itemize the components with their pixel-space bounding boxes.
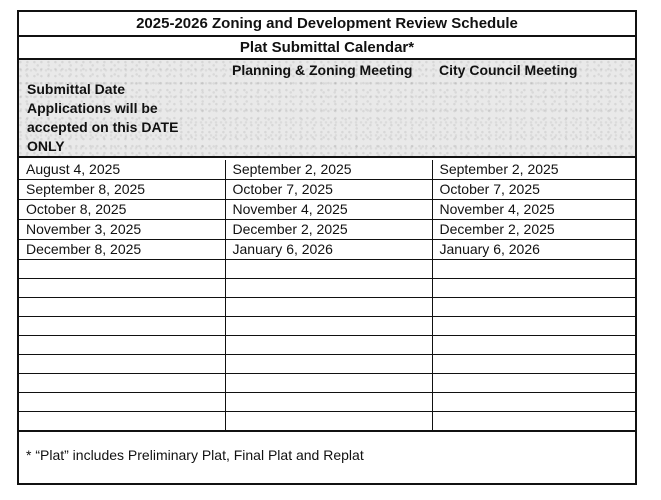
city-council-date-cell (432, 279, 635, 298)
table-row (19, 200, 635, 220)
header-submittal-date (27, 80, 217, 156)
city-council-date-cell (432, 374, 635, 393)
table-row (19, 298, 635, 317)
planning-zoning-date-cell (225, 412, 432, 431)
plat-footnote: * “Plat” includes Preliminary Plat, Final Plat and Replat (26, 447, 364, 463)
header-submittal-line: Submittal Date (27, 81, 126, 97)
table-row (19, 260, 635, 279)
city-council-date-cell: October 7, 2025 (432, 180, 635, 200)
table-row (19, 240, 635, 260)
schedule-table (19, 160, 635, 432)
table-row (19, 355, 635, 374)
submittal-date-cell (19, 393, 225, 412)
table-row (19, 279, 635, 298)
table-row (19, 336, 635, 355)
submittal-date-cell: November 3, 2025 (19, 220, 225, 240)
submittal-date-cell: December 8, 2025 (19, 240, 225, 260)
planning-zoning-date-cell (225, 336, 432, 355)
submittal-date-cell (19, 317, 225, 336)
header-submittal-line: accepted on this DATE (27, 119, 179, 135)
city-council-date-cell (432, 355, 635, 374)
submittal-date-cell (19, 279, 225, 298)
planning-zoning-date-cell: December 2, 2025 (225, 220, 432, 240)
table-row (19, 220, 635, 240)
table-row (19, 317, 635, 336)
city-council-date-cell (432, 393, 635, 412)
planning-zoning-date-cell (225, 260, 432, 279)
submittal-date-cell: October 8, 2025 (19, 200, 225, 220)
header-submittal-line: Applications will be (27, 100, 158, 116)
submittal-date-cell (19, 374, 225, 393)
planning-zoning-date-cell: October 7, 2025 (225, 180, 432, 200)
table-row (19, 374, 635, 393)
table-row (19, 393, 635, 412)
planning-zoning-date-cell (225, 355, 432, 374)
planning-zoning-date-cell (225, 298, 432, 317)
calendar-subtitle: Plat Submittal Calendar* (19, 37, 635, 60)
submittal-date-cell (19, 336, 225, 355)
planning-zoning-date-cell: January 6, 2026 (225, 240, 432, 260)
header-submittal-line: ONLY (27, 138, 65, 154)
planning-zoning-date-cell: November 4, 2025 (225, 200, 432, 220)
city-council-date-cell: November 4, 2025 (432, 200, 635, 220)
page-title: 2025-2026 Zoning and Development Review Schedule (19, 12, 635, 37)
submittal-date-cell (19, 298, 225, 317)
city-council-date-cell: January 6, 2026 (432, 240, 635, 260)
city-council-date-cell (432, 260, 635, 279)
submittal-date-cell: August 4, 2025 (19, 160, 225, 180)
submittal-date-cell (19, 260, 225, 279)
planning-zoning-date-cell (225, 374, 432, 393)
table-row (19, 160, 635, 180)
header-planning-zoning: Planning & Zoning Meeting (232, 62, 413, 78)
city-council-date-cell (432, 412, 635, 431)
planning-zoning-date-cell (225, 279, 432, 298)
city-council-date-cell (432, 298, 635, 317)
header-city-council: City Council Meeting (439, 62, 578, 78)
schedule-sheet (17, 10, 637, 485)
submittal-date-cell: September 8, 2025 (19, 180, 225, 200)
planning-zoning-date-cell (225, 317, 432, 336)
column-header-band (19, 60, 635, 158)
city-council-date-cell (432, 336, 635, 355)
planning-zoning-date-cell (225, 393, 432, 412)
city-council-date-cell (432, 317, 635, 336)
city-council-date-cell: September 2, 2025 (432, 160, 635, 180)
planning-zoning-date-cell: September 2, 2025 (225, 160, 432, 180)
table-row (19, 412, 635, 431)
city-council-date-cell: December 2, 2025 (432, 220, 635, 240)
submittal-date-cell (19, 355, 225, 374)
table-row (19, 180, 635, 200)
submittal-date-cell (19, 412, 225, 431)
